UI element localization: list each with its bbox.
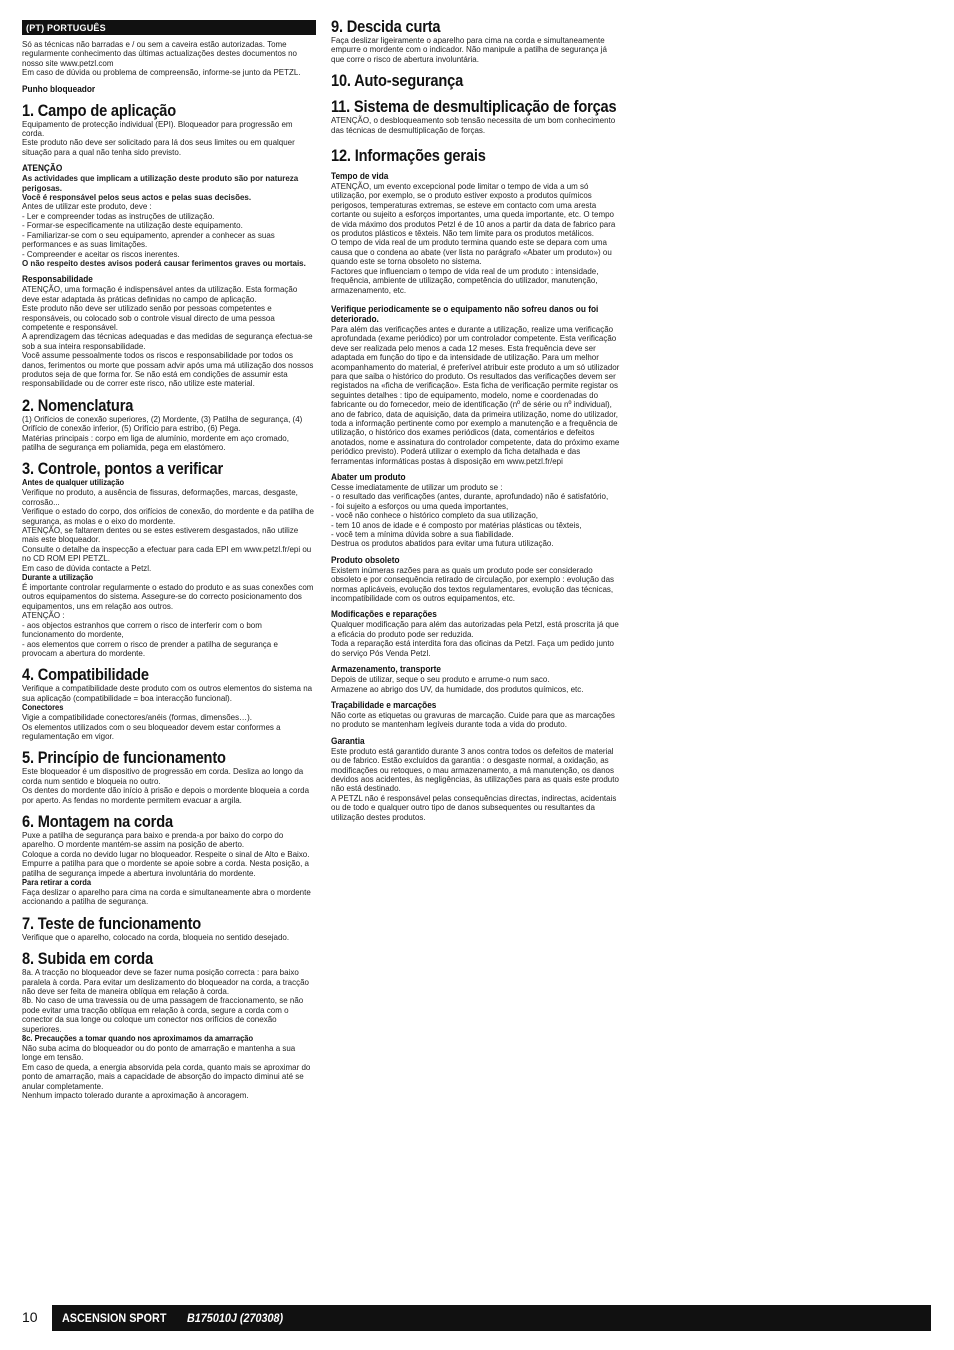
- paragraph: Toda a reparação está interdita fora das oficinas da Petzl. Faça um pedido junto do serviço Pós Venda Petzl.: [331, 638, 615, 658]
- paragraph: 8b. No caso de uma travessia ou de uma passagem de fraccionamento, se não pode evitar uma tracção oblíqua em relação à corda, segure a corda com o conector da sua longe ou coloque um conector nos orifícios de conexão superiores.: [22, 995, 304, 1034]
- paragraph: ATENÇÃO, um evento excepcional pode limitar o tempo de vida a um só utilização, por exemplo, se o produto estiver exposto a produtos químicos perigosos, temperaturas extremas, se esteve em contacto com uma aresta cortante ou sujeito a esforços importantes, uma queda importante, etc. O tempo de vida máximo dos produtos Petzl é de 10 anos a partir da data de fabrico para os produtos plásticos e têxteis. Não tem limite para os produtos metálicos.: [331, 181, 616, 239]
- left-column: [22, 20, 316, 1101]
- subheading: Armazenamento, transporte: [331, 664, 441, 675]
- paragraph: Faça deslizar o aparelho para cima na corda e simultaneamente abra o mordente accionando a patilha de segurança.: [22, 887, 311, 907]
- warning-text: O não respeito destes avisos poderá causar ferimentos graves ou mortais.: [22, 257, 306, 268]
- list-item: - Familiarizar-se com o seu equipamento, aprender a conhecer as suas performances e as suas limitações.: [22, 229, 275, 250]
- warning-text: Você é responsável pelos seus actos e pelas suas decisões.: [22, 192, 252, 203]
- paragraph: É importante controlar regularmente o estado do produto e as suas conexões com outros equipamentos do sistema. Assegure-se do correcto posicionamento dos equipamentos, uns em relação aos outros.: [22, 582, 314, 611]
- section-heading: 7. Teste de funcionamento: [22, 913, 202, 933]
- section-heading: 6. Montagem na corda: [22, 811, 173, 831]
- paragraph: Verifique o estado do corpo, dos orifícios de conexão, do mordente e da patilha de segurança, as molas e o eixo do mordente.: [22, 506, 314, 526]
- paragraph: Não suba acima do bloqueador ou do ponto de amarração e mantenha a sua longe em tensão.: [22, 1043, 296, 1063]
- paragraph: Consulte o detalhe da inspecção a efectuar para cada EPI em www.petzl.fr/epi ou no CD ROM EPI PETZL.: [22, 543, 312, 564]
- paragraph: Armazene ao abrigo dos UV, da humidade, dos produtos químicos, etc.: [331, 683, 584, 694]
- subheading: Modificações e reparações: [331, 609, 437, 620]
- right-column: [331, 18, 623, 822]
- paragraph: A PETZL não é responsável pelas consequências directas, indirectas, acidentais ou de todo e qualquer outro tipo de danos subsequentes ou resultantes da utilização destes produtos.: [331, 792, 617, 822]
- intro-paragraph: Só as técnicas não barradas e / ou sem a caveira estão autorizadas. Tome regularmente conhecimento das últimas actualizações destes documentos no nosso site www.petzl.com: [22, 39, 298, 68]
- paragraph: Vigie a compatibilidade conectores/anéis (formas, dimensões…).: [22, 712, 252, 723]
- paragraph: Qualquer modificação para além das autorizadas pela Petzl, está proscrita já que a eficácia do produto pode ser reduzida.: [331, 619, 619, 639]
- paragraph: Antes de utilizar este produto, deve :: [22, 201, 152, 212]
- list-item: - foi sujeito a esforços ou uma queda importantes,: [331, 500, 509, 511]
- subheading: ATENÇÃO: [22, 163, 63, 174]
- list-item: - Ler e compreender todas as instruções de utilização.: [22, 210, 215, 221]
- intro-paragraph: Em caso de dúvida ou problema de compreensão, informe-se junto da PETZL.: [22, 67, 301, 78]
- list-item: - tem 10 anos de idade e é composto por matérias plásticas ou têxteis,: [331, 519, 582, 530]
- subheading: Antes de qualquer utilização: [22, 478, 125, 488]
- paragraph: Para além das verificações antes e durante a utilização, realize uma verificação aprofundada (exame periódico) por um controlador competente. Esta verificação deve ser realizada pelo menos a cada 12 meses. Esta frequência deve ser adaptada em função do tipo e da intensidade de utilização. Para um melhor acompanhamento do material, é preferível atribuir este produto a um só utilizador para que saiba o histórico do produto. Os resultados das verificações devem ser registados na «ficha de verificação». Esta ficha de verificação permite registar os seguintes detalhes : tipo de equipamento, modelo, nome e coordenadas do fabricante ou do fornecedor, meio de identificação (nº de série ou nº individual), ano de fabrico, data de aquisição, data da primeira utilização, nome do utilizador, toda a informação pertinente como por exemplo a manutenção e a frequência de utilização, o histórico dos exames periódicos (data, comentários e defeitos anotados, nome e assinatura do controlador competente, data do próximo exame periódico previsto). Poderá utilizar o exemplo da ficha detalhada e das ferramentas informáticas postas à disposição em www.petzl.fr/epi: [331, 323, 620, 466]
- section-heading: 2. Nomenclatura: [22, 395, 134, 415]
- paragraph: Matérias principais : corpo em liga de alumínio, mordente em aço cromado, patilha de segurança em poliamida, pega em elastómero.: [22, 432, 289, 452]
- paragraph: Este produto não deve ser solicitado para lá dos seus limites ou em qualquer situação para a qual não tenha sido previsto.: [22, 137, 295, 157]
- product-type: Punho bloqueador: [22, 83, 96, 94]
- warning-text: As actividades que implicam a utilização deste produto são por natureza perigosas.: [22, 173, 299, 193]
- paragraph: Coloque a corda no devido lugar no bloqueador. Respeite o sinal de Alto e Baixo. Empurre a patilha para que o mordente se apoie sobre a corda. Nesta posição, a patilha de segurança impede a abertura involuntária do mordente.: [22, 848, 310, 878]
- subheading: Durante a utilização: [22, 573, 94, 583]
- list-item: - você não conhece o histórico completo da sua utilização,: [331, 510, 539, 521]
- page-footer: [22, 1305, 931, 1331]
- subheading: Abater um produto: [331, 472, 406, 482]
- paragraph: Você assume pessoalmente todos os riscos e responsabilidade por todos os danos, ferimentos ou morte que possam advir após uma má utilização dos nossos produtos seja de que forma for. Se não está em condições de assumir esta responsabilidade ou de correr este risco, não utilize este material.: [22, 350, 314, 389]
- paragraph: ATENÇÃO, o desbloqueamento sob tensão necessita de um bom conhecimento das técnicas de desmultiplicação de forças.: [331, 115, 616, 135]
- paragraph: Não corte as etiquetas ou gravuras de marcação. Cuide para que as marcações no produto se mantenham legíveis durante toda a vida do produto.: [331, 709, 615, 730]
- paragraph: Cesse imediatamente de utilizar um produto se :: [331, 482, 503, 492]
- language-header: (PT) PORTUGUÊS: [22, 20, 316, 35]
- paragraph: Factores que influenciam o tempo de vida real de um produto : intensidade, frequência, ambiente de utilização, competência do utilizador, manutenção, armazenamento, etc.: [331, 265, 599, 295]
- paragraph: Equipamento de protecção individual (EPI). Bloqueador para progressão em corda.: [22, 118, 293, 139]
- subheading: Garantia: [331, 735, 365, 746]
- paragraph: (1) Orifícios de conexão superiores, (2) Mordente, (3) Patilha de segurança, (4) Orifício de conexão inferior, (5) Orifício para estribo, (6) Pega.: [22, 413, 303, 434]
- footer-bar: [52, 1305, 931, 1331]
- paragraph: Verifique que o aparelho, colocado na corda, bloqueia no sentido desejado.: [22, 931, 290, 942]
- paragraph: Este produto está garantido durante 3 anos contra todos os defeitos de material ou de fabrico. Estão excluídos da garantia : o desgaste normal, a oxidação, as modificações ou retoques, o mau armazenamento, a má manutenção, os danos devidos aos acidentes, às negligências, às utilizações para as quais este produto não está destinado.: [331, 745, 619, 794]
- paragraph: A aprendizagem das técnicas adequadas e das medidas de segurança efectua-se sob a sua inteira responsabilidade.: [22, 331, 313, 351]
- section-heading: 11. Sistema de desmultiplicação de forças: [331, 97, 617, 117]
- document-reference: B175010J (270308): [187, 1311, 284, 1325]
- paragraph: ATENÇÃO, se faltarem dentes ou se estes estiverem desgastados, não utilize mais este bloqueador.: [22, 525, 299, 545]
- paragraph: Em caso de dúvida contacte a Petzl.: [22, 562, 152, 573]
- section-heading: 3. Controle, pontos a verificar: [22, 459, 224, 479]
- paragraph: 8a. A tracção no bloqueador deve se fazer numa posição correcta : para baixo paralela à corda. Para evitar um deslizamento do bloqueador na corda, a tracção não deve ser feita de maneira oblíqua em relação à corda.: [22, 967, 310, 997]
- paragraph: Existem inúmeras razões para as quais um produto pode ser considerado obsoleto e por consequência retirado de circulação, por exemplo : evolução das normas aplicáveis, evolução dos textos regulamentares, evolução das técnicas, incompatibilidade com os outros equipamentos, etc.: [331, 564, 615, 604]
- product-name: ASCENSION SPORT: [62, 1311, 167, 1325]
- paragraph: Faça deslizar ligeiramente o aparelho para cima na corda e simultaneamente empurre o mordente com o indicador. Não manipule a patilha de segurança já que corre o risco de abertura involuntária.: [331, 35, 607, 64]
- page-number: 10: [22, 1309, 38, 1325]
- section-heading: 10. Auto-segurança: [331, 71, 464, 91]
- paragraph: Este bloqueador é um dispositivo de progressão em corda. Desliza ao longo da corda num sentido e bloqueia no outro.: [22, 766, 304, 786]
- list-item: - Compreender e aceitar os riscos inerentes.: [22, 248, 180, 259]
- section-heading: 1. Campo de aplicação: [22, 100, 177, 120]
- list-item: - o resultado das verificações (antes, durante, aprofundado) não é satisfatório,: [331, 491, 609, 502]
- paragraph: Em caso de queda, a energia absorvida pela corda, quanto mais se aproximar do ponto de amarração, mais a capacidade de absorção do impacto diminui até se anular completamente.: [22, 1061, 311, 1091]
- paragraph: Puxe a patilha de segurança para baixo e prenda-a por baixo do corpo do aparelho. O mordente mantém-se assim na posição de aberto.: [22, 829, 284, 850]
- paragraph: Verifique no produto, a ausência de fissuras, deformações, marcas, desgaste, corrosão...: [22, 487, 298, 507]
- section-heading: 12. Informações gerais: [331, 146, 486, 166]
- subheading: Responsabilidade: [22, 274, 93, 285]
- subheading: Para retirar a corda: [22, 878, 92, 887]
- paragraph: Destrua os produtos abatidos para evitar uma futura utilização.: [331, 538, 554, 549]
- subheading: Tempo de vida: [331, 171, 389, 182]
- paragraph: Os dentes do mordente dão início à prisão e depois o mordente bloqueia a corda por aperto. As fendas no mordente permitem evacuar a argila.: [22, 785, 310, 805]
- paragraph: Nenhum impacto tolerado durante a aproximação à ancoragem.: [22, 1090, 249, 1101]
- paragraph: ATENÇÃO, uma formação é indispensável antes da utilização. Esta formação deve estar adaptada às práticas definidas no campo de aplicação.: [22, 284, 298, 304]
- paragraph: ATENÇÃO :: [22, 610, 65, 621]
- list-item: - aos objectos estranhos que correm o risco de interferir com o bom funcionamento do mordente,: [22, 619, 262, 640]
- section-heading: 5. Princípio de funcionamento: [22, 748, 226, 768]
- paragraph: Os elementos utilizados com o seu bloqueador devem estar conformes a regulamentação em vigor.: [22, 721, 281, 741]
- subheading: Traçabilidade e marcações: [331, 699, 437, 710]
- list-item: - você tem a mínima dúvida sobre a sua fiabilidade.: [331, 529, 514, 540]
- paragraph: O tempo de vida real de um produto termina quando este se depara com uma causa que o condena ao abate (ver lista no parágrafo «Abater um produto») ou quando este se torna obsoleto no sistema.: [331, 237, 612, 267]
- section-heading: 8. Subida em corda: [22, 949, 153, 969]
- paragraph: Este produto não deve ser utilizado senão por pessoas competentes e responsáveis, ou colocado sob o controle visual directo de uma pessoa competente e responsável.: [22, 303, 275, 332]
- paragraph: Verifique a compatibilidade deste produto com os outros elementos do sistema na sua aplicação (compatibilidade = boa interacção funcional).: [22, 683, 313, 703]
- subheading: Verifique periodicamente se o equipamento não sofreu danos ou foi deteriorado.: [331, 303, 599, 324]
- list-item: - aos elementos que correm o risco de prender a patilha de segurança e provocam a abertura do mordente.: [22, 638, 278, 658]
- subheading: 8c. Precauções a tomar quando nos aproximamos da amarração: [22, 1034, 254, 1044]
- section-heading: 4. Compatibilidade: [22, 665, 149, 685]
- paragraph: Depois de utilizar, seque o seu produto e arrume-o num saco.: [331, 674, 550, 685]
- subheading: Conectores: [22, 703, 64, 713]
- list-item: - Formar-se especificamente na utilização deste equipamento.: [22, 220, 243, 231]
- section-heading: 9. Descida curta: [331, 17, 441, 36]
- subheading: Produto obsoleto: [331, 554, 400, 565]
